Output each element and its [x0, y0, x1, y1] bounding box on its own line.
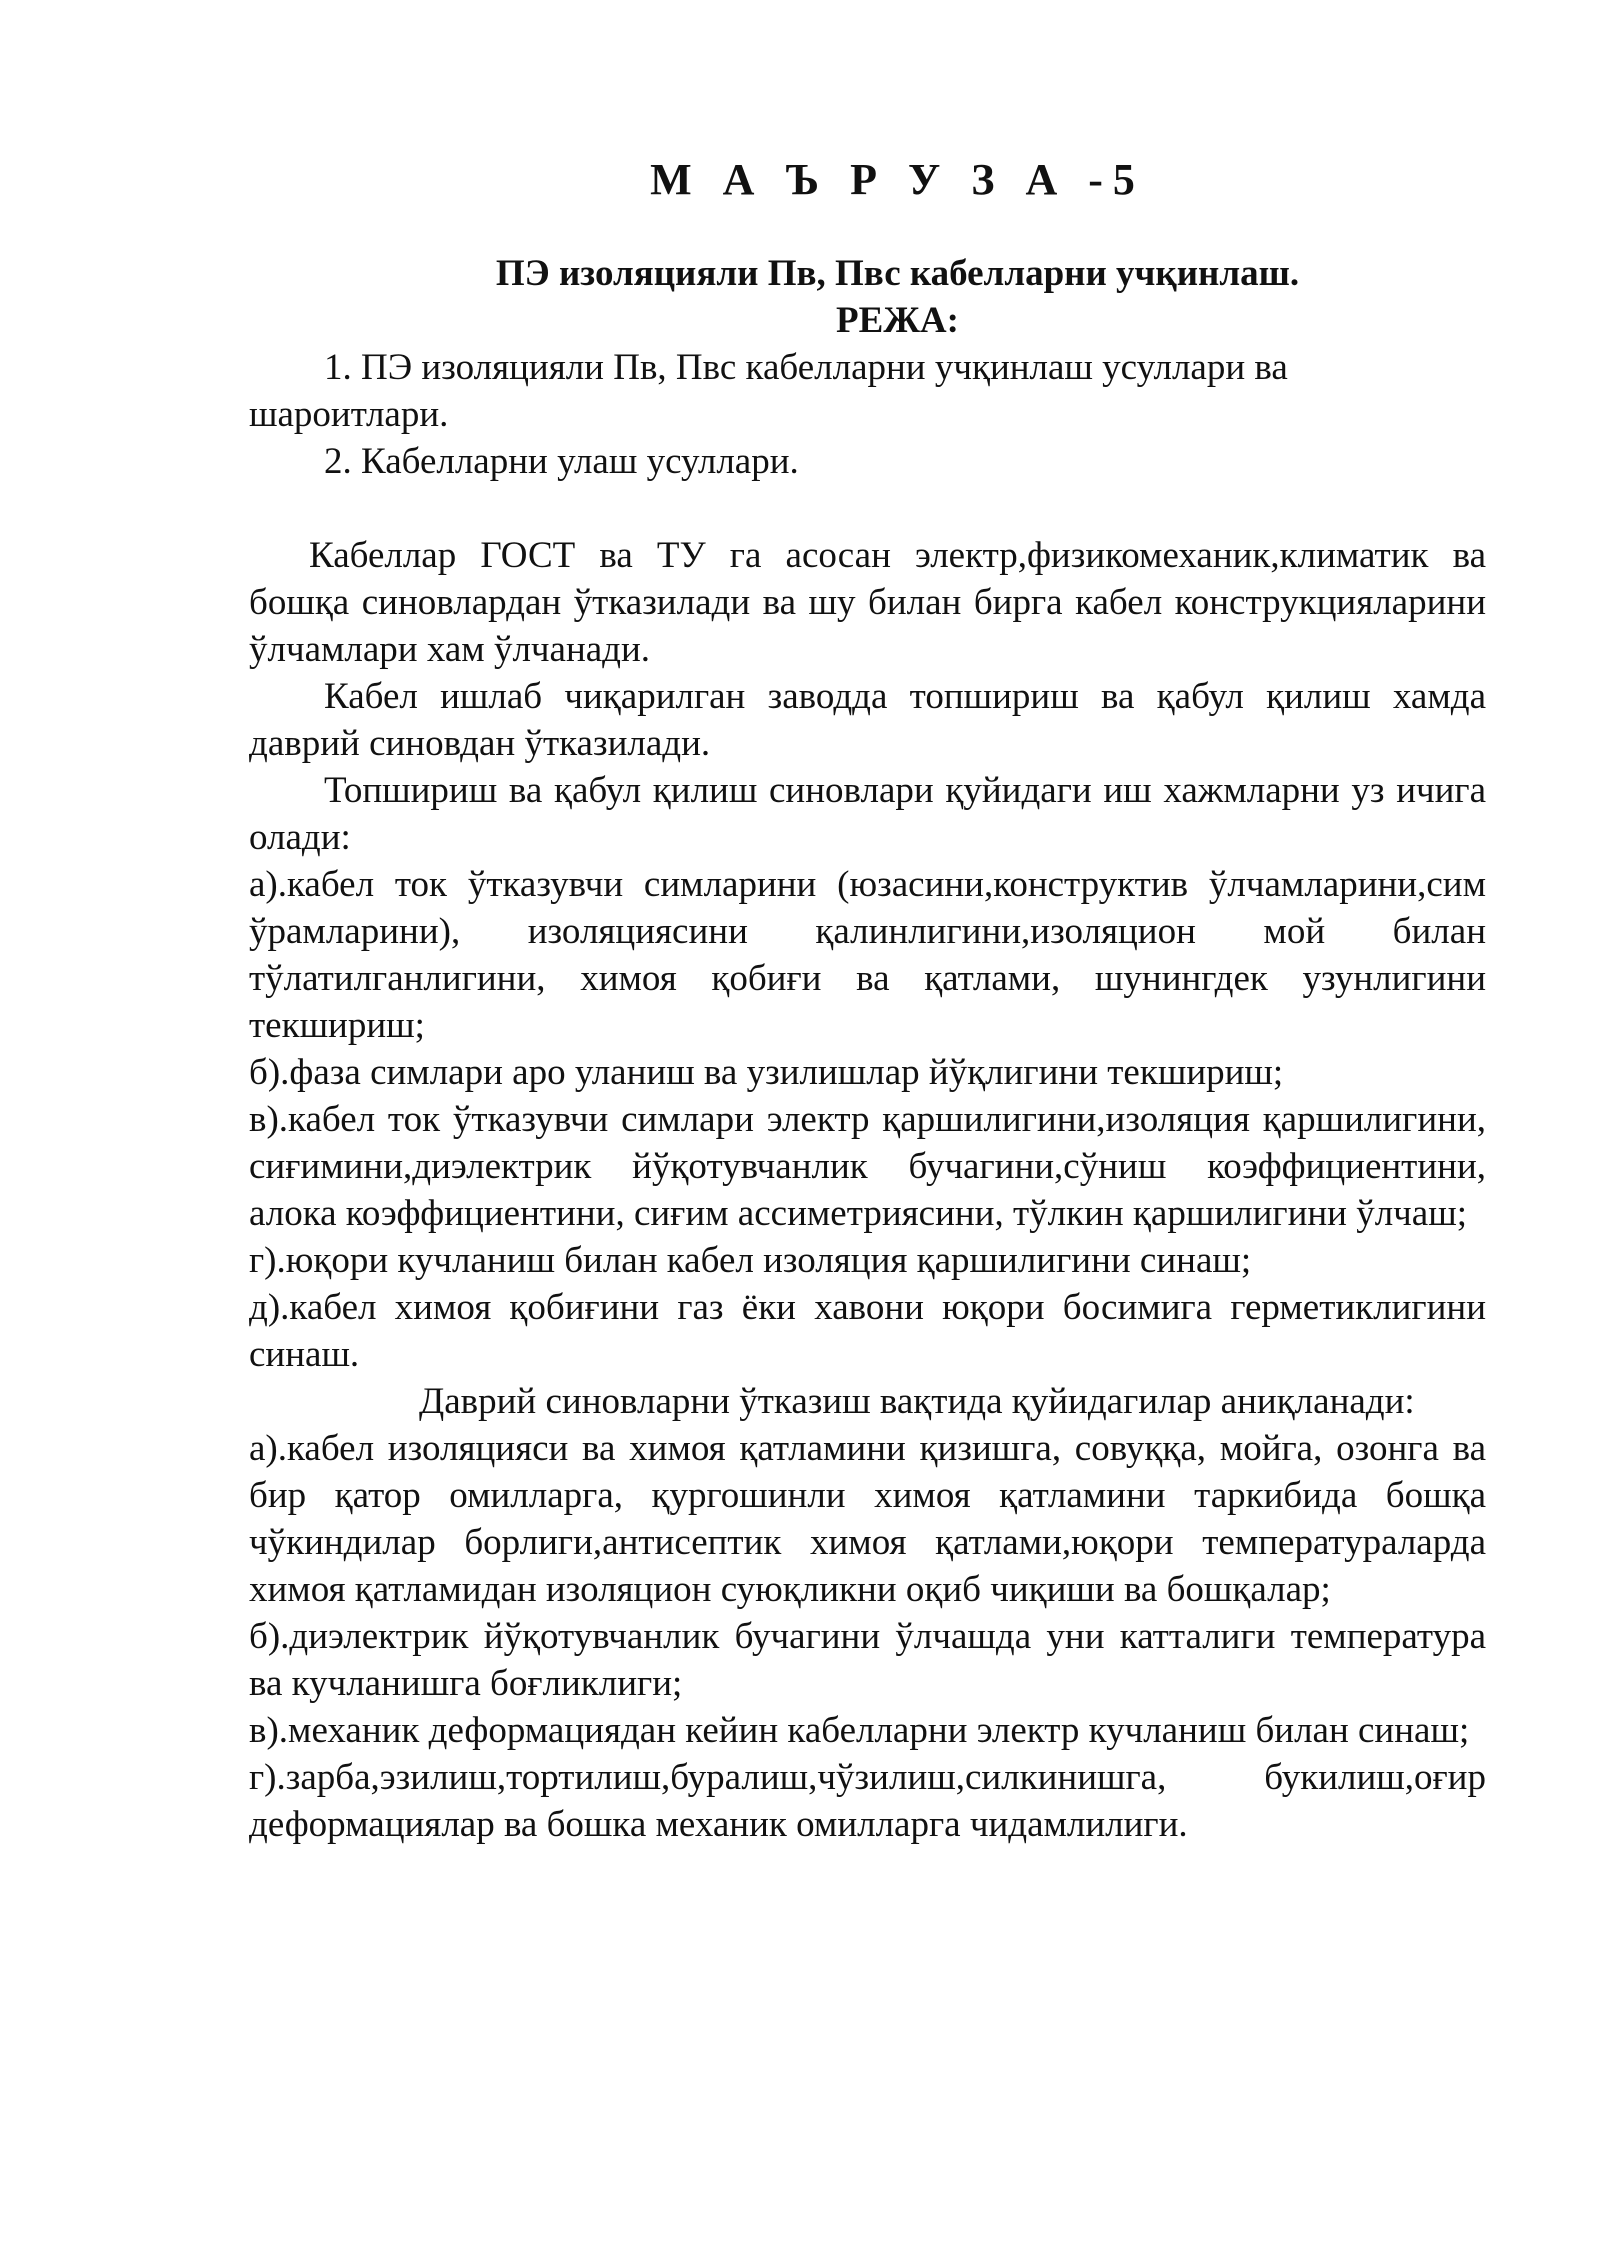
acceptance-item-g: г).юқори кучланиш билан кабел изоляция қаршилигини синаш;: [249, 1240, 1252, 1281]
periodic-item-b: б).диэлектрик йўқотувчанлик бучагини ўлчашда уни катталиги температура ва кучланишга боғликлиги;: [249, 1616, 1486, 1704]
plan-heading: РЕЖА:: [836, 300, 959, 341]
lecture-title: М А Ъ Р У З А -5: [650, 155, 1145, 204]
acceptance-item-d: д).кабел химоя қобиғини газ ёки хавони юқори босимига герметиклигини синаш.: [249, 1287, 1486, 1375]
paragraph-periodic: Даврий синовларни ўтказиш вақтида қуйидагилар аниқланади:: [419, 1381, 1415, 1422]
spacer: [249, 485, 1486, 532]
plan-item-1: 1. ПЭ изоляцияли Пв, Пвс кабелларни учқинлаш усуллари ва шароитлари.: [249, 347, 1288, 435]
acceptance-item-a: а).кабел ток ўтказувчи симларини (юзасини,конструктив ўлчамларини,сим ўрамларини), изоляциясини қалинлигини,изоляцион мой билан тўлатилганлигини, химоя қобиғи ва қатлами, шунингдек узунлигини текшириш;: [249, 864, 1486, 1046]
plan-item-2: 2. Кабелларни улаш усуллари.: [324, 441, 799, 482]
acceptance-item-b: б).фаза симлари аро уланиш ва узилишлар йўқлигини текшириш;: [249, 1052, 1284, 1093]
lecture-subtitle: ПЭ изоляцияли Пв, Пвс кабелларни учқинлаш.: [495, 253, 1300, 294]
document-body: [249, 150, 1486, 1848]
periodic-item-v: в).механик деформациядан кейин кабелларни электр кучланиш билан синаш;: [249, 1710, 1470, 1751]
paragraph-intro: Кабеллар ГОСТ ва ТУ га асосан электр,физикомеханик,климатик ва бошқа синовлардан ўтказилади ва шу билан бирга кабел конструкцияларини ўлчамлари хам ўлчанади.: [249, 535, 1486, 670]
paragraph-acceptance: Топшириш ва қабул қилиш синовлари қуйидаги иш хажмларни уз ичига олади:: [249, 770, 1486, 858]
periodic-item-a: а).кабел изоляцияси ва химоя қатламини қизишга, совуққа, мойга, озонга ва бир қатор омилларга, қургошинли химоя қатламини таркибида бошқа чўкиндилар борлиги,антисептик химоя қатлами,юқори температураларда химоя қатламидан изоляцион суюқликни оқиб чиқиши ва бошқалар;: [249, 1428, 1486, 1610]
paragraph-factory: Кабел ишлаб чиқарилган заводда топшириш ва қабул қилиш хамда даврий синовдан ўтказилади.: [249, 676, 1486, 764]
periodic-item-g: г).зарба,эзилиш,тортилиш,буралиш,чўзилиш,силкинишга, букилиш,оғир деформациялар ва бошка механик омилларга чидамлилиги.: [249, 1757, 1486, 1845]
acceptance-item-v: в).кабел ток ўтказувчи симлари электр қаршилигини,изоляция қаршилигини, сиғимини,диэлектрик йўқотувчанлик бучагини,сўниш коэффициентини, алока коэффициентини, сиғим ассиметриясини, тўлкин қаршилигини ўлчаш;: [249, 1099, 1486, 1234]
